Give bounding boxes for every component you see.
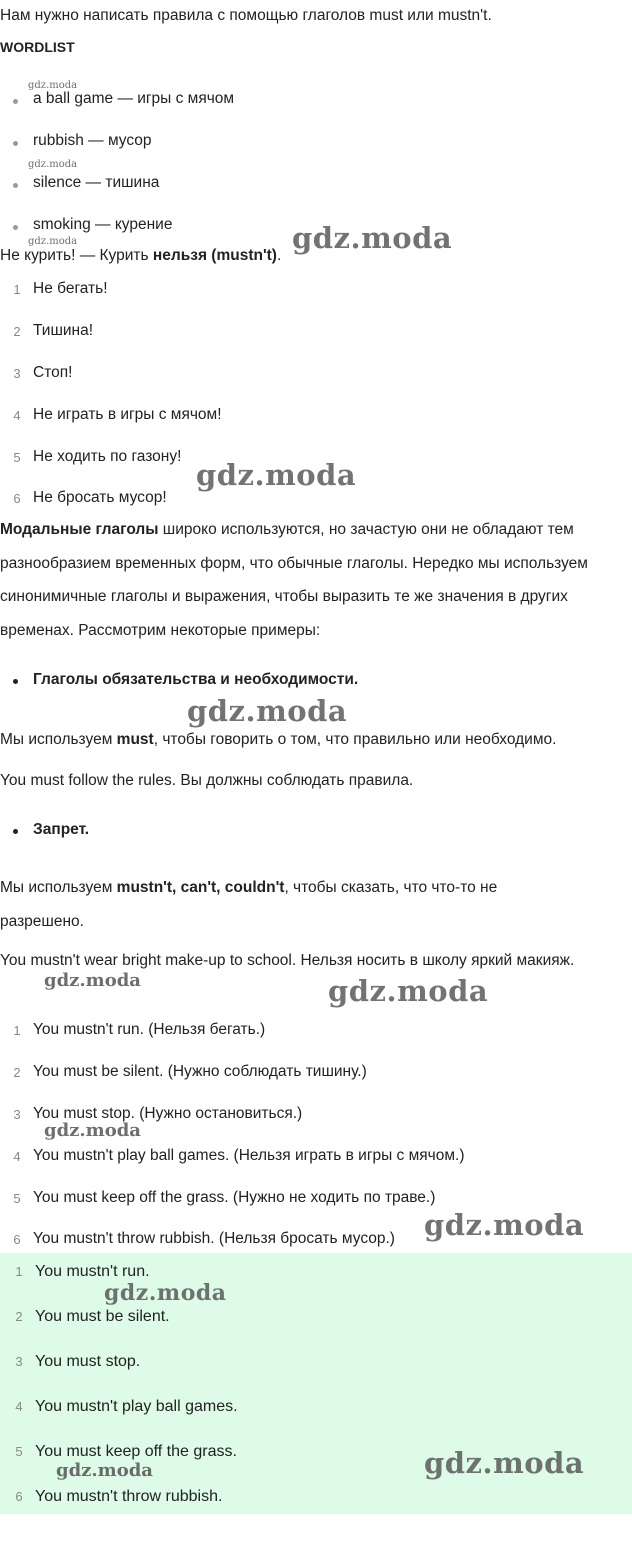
watermark: gdz.moda xyxy=(44,1120,141,1141)
list-number: 4 xyxy=(13,1149,21,1164)
prohibition-heading: Запрет. xyxy=(33,821,90,838)
obligation-text xyxy=(0,731,556,749)
example-bold: нельзя (mustn't) xyxy=(152,247,277,264)
prohibition-bold: mustn't, can't, couldn't xyxy=(116,879,285,896)
list-number: 5 xyxy=(15,1444,23,1459)
list-number: 5 xyxy=(13,450,21,465)
answer-item: You must be silent. xyxy=(35,1308,170,1325)
watermark: gdz.moda xyxy=(28,159,78,170)
intro-text: Нам нужно написать правила с помощью глаголов must или mustn't. xyxy=(0,7,492,24)
list-item: Не играть в игры с мячом! xyxy=(33,406,222,423)
bullet xyxy=(13,679,18,684)
example-pre: Не курить! — Курить xyxy=(0,247,153,264)
list-item: You mustn't play ball games. (Нельзя играть в игры с мячом.) xyxy=(33,1147,465,1164)
watermark: gdz.moda xyxy=(187,694,348,728)
obligation-example: You must follow the rules. Вы должны соблюдать правила. xyxy=(0,772,414,789)
list-item: Не ходить по газону! xyxy=(33,448,182,465)
watermark: gdz.moda xyxy=(56,1460,153,1481)
list-number: 6 xyxy=(15,1489,23,1504)
watermark: gdz.moda xyxy=(424,1208,585,1242)
list-number: 1 xyxy=(13,1023,21,1038)
prohibition-example: You mustn't wear bright make-up to school. Нельзя носить в школу яркий макияж. xyxy=(0,952,575,969)
answer-item: You mustn't throw rubbish. xyxy=(35,1488,223,1505)
watermark: gdz.moda xyxy=(28,236,78,247)
list-item: You mustn't throw rubbish. (Нельзя бросать мусор.) xyxy=(33,1230,395,1247)
wordlist-heading: WORDLIST xyxy=(0,39,75,55)
prohibition-text xyxy=(0,871,560,938)
list-number: 2 xyxy=(13,324,21,339)
obligation-heading: Глаголы обязательства и необходимости. xyxy=(33,671,359,688)
prohibition-pre: Мы используем xyxy=(0,879,117,896)
watermark: gdz.moda xyxy=(196,458,357,492)
list-item: rubbish — мусор xyxy=(33,132,152,149)
list-item: Тишина! xyxy=(33,322,94,339)
example-post: . xyxy=(276,247,282,264)
bullet xyxy=(13,183,18,188)
list-number: 4 xyxy=(15,1399,23,1414)
watermark: gdz.moda xyxy=(292,221,453,255)
watermark: gdz.moda xyxy=(44,970,141,991)
list-number: 1 xyxy=(13,282,21,297)
prohibition-post: , чтобы сказать, что что-то не разрешено. xyxy=(0,879,498,930)
watermark: gdz.moda xyxy=(28,80,78,91)
modal-bold: Модальные глаголы xyxy=(0,521,159,538)
list-number: 3 xyxy=(13,1107,21,1122)
list-item: a ball game — игры с мячом xyxy=(33,90,235,107)
list-item: Не бегать! xyxy=(33,280,108,297)
list-number: 6 xyxy=(13,491,21,506)
list-item: You must keep off the grass. (Нужно не ходить по траве.) xyxy=(33,1189,436,1206)
bullet xyxy=(13,829,18,834)
obligation-pre: Мы используем xyxy=(0,731,117,748)
list-item: You must be silent. (Нужно соблюдать тишину.) xyxy=(33,1063,367,1080)
list-number: 5 xyxy=(13,1191,21,1206)
watermark: gdz.moda xyxy=(328,974,489,1008)
list-item: Не бросать мусор! xyxy=(33,489,167,506)
watermark: gdz.moda xyxy=(104,1280,227,1306)
list-number: 3 xyxy=(15,1354,23,1369)
answer-item: You mustn't run. xyxy=(35,1263,150,1280)
bullet xyxy=(13,225,18,230)
list-number: 2 xyxy=(13,1065,21,1080)
example-line xyxy=(0,247,281,265)
list-number: 4 xyxy=(13,408,21,423)
list-number: 3 xyxy=(13,366,21,381)
list-item: You mustn't run. (Нельзя бегать.) xyxy=(33,1021,266,1038)
list-item: Стоп! xyxy=(33,364,73,381)
modal-rest: широко используются, но зачастую они не обладают тем разнообразием временных форм, что обычные глаголы. Нередко мы используем синонимичные глаголы и выражения, чтобы выразить те же значения в других временах. Рассмотрим некоторые примеры: xyxy=(0,521,588,639)
answer-item: You must keep off the grass. xyxy=(35,1443,237,1460)
bullet xyxy=(13,99,18,104)
obligation-post: , чтобы говорить о том, что правильно или необходимо. xyxy=(153,731,557,748)
watermark: gdz.moda xyxy=(424,1446,585,1480)
modal-paragraph xyxy=(0,513,628,647)
list-item: silence — тишина xyxy=(33,174,160,191)
answer-item: You must stop. xyxy=(35,1353,141,1370)
bullet xyxy=(13,141,18,146)
list-number: 1 xyxy=(15,1264,23,1279)
list-item: You must stop. (Нужно остановиться.) xyxy=(33,1105,303,1122)
list-number: 2 xyxy=(15,1309,23,1324)
obligation-bold: must xyxy=(116,731,154,748)
answer-item: You mustn't play ball games. xyxy=(35,1398,238,1415)
list-number: 6 xyxy=(13,1232,21,1247)
list-item: smoking — курение xyxy=(33,216,173,233)
